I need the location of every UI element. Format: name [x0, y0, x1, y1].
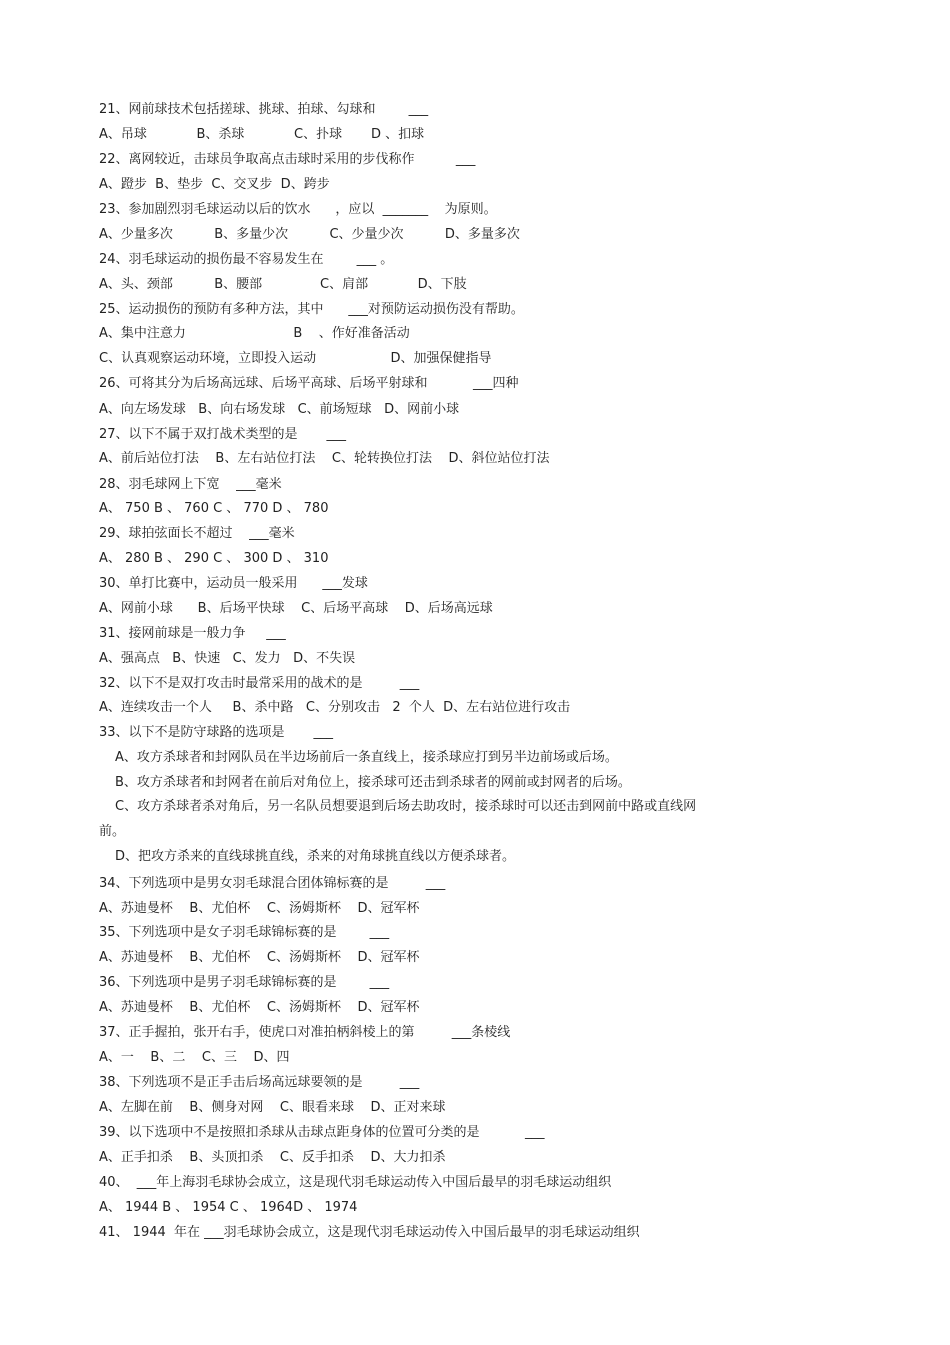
options-39: A、正手扣杀 B、头顶扣杀 C、反手扣杀 D、大力扣杀 [99, 1150, 446, 1165]
question-24: 24、羽毛球运动的损伤最不容易发生在 ___ 。 [99, 252, 394, 267]
question-30: 30、单打比赛中，运动员一般采用 ___发球 [99, 576, 368, 591]
question-38: 38、下列选项不是正手击后场高远球要领的是 ___ [99, 1075, 420, 1090]
question-39: 39、以下选项中不是按照扣杀球从击球点距身体的位置可分类的是 ___ [99, 1125, 545, 1140]
options-34: A、苏迪曼杯 B、尤伯杯 C、汤姆斯杯 D、冠军杯 [99, 901, 420, 916]
options-37: A、一 B、二 C、三 D、四 [99, 1050, 290, 1065]
question-35: 35、下列选项中是女子羽毛球锦标赛的是 ___ [99, 925, 390, 940]
options-21: A、吊球 B、杀球 C、扑球 D 、扣球 [99, 127, 425, 142]
options-40: A、 1944 B 、 1954 C 、 1964D 、 1974 [99, 1200, 358, 1215]
question-25: 25、运动损伤的预防有多种方法，其中 ___对预防运动损伤没有帮助。 [99, 302, 524, 317]
question-28: 28、羽毛球网上下宽 ___毫米 [99, 477, 282, 492]
question-32: 32、以下不是双打攻击时最常采用的战术的是 ___ [99, 676, 420, 691]
options-31: A、强高点 B、快速 C、发力 D、不失误 [99, 651, 356, 666]
options-24: A、头、颈部 B、腰部 C、肩部 D、下肢 [99, 277, 467, 292]
options-29: A、 280 B 、 290 C 、 300 D 、 310 [99, 551, 329, 566]
option-33-a: A、攻方杀球者和封网队员在半边场前后一条直线上，接杀球应打到另半边前场或后场。 [115, 750, 618, 765]
question-37: 37、正手握拍，张开右手，使虎口对准拍柄斜棱上的第 ___条棱线 [99, 1025, 511, 1040]
options-32: A、连续攻击一个人 B、杀中路 C、分别攻击 2 个人 D、左右站位进行攻击 [99, 700, 571, 715]
option-33-d: D、把攻方杀来的直线球挑直线，杀来的对角球挑直线以方便杀球者。 [115, 849, 516, 864]
options-26: A、向左场发球 B、向右场发球 C、前场短球 D、网前小球 [99, 402, 460, 417]
option-33-b: B、攻方杀球者和封网者在前后对角位上，接杀球可还击到杀球者的网前或封网者的后场。 [115, 775, 631, 790]
option-33-c: C、攻方杀球者杀对角后，另一名队员想要退到后场去助攻时，接杀球时可以还击到网前中路或直线网 [115, 799, 697, 814]
options-36: A、苏迪曼杯 B、尤伯杯 C、汤姆斯杯 D、冠军杯 [99, 1000, 420, 1015]
question-27: 27、以下不属于双打战术类型的是 ___ [99, 427, 346, 442]
question-23: 23、参加剧烈羽毛球运动以后的饮水 ，应以 _______ 为原则。 [99, 202, 497, 217]
question-34: 34、下列选项中是男女羽毛球混合团体锦标赛的是 ___ [99, 876, 446, 891]
question-40: 40、 ___年上海羽毛球协会成立，这是现代羽毛球运动传入中国后最早的羽毛球运动组织 [99, 1175, 612, 1190]
options-28: A、 750 B 、 760 C 、 770 D 、 780 [99, 501, 329, 516]
option-33-c-continued: 前。 [99, 824, 126, 839]
question-26: 26、可将其分为后场高远球、后场平高球、后场平射球和 ___四种 [99, 376, 519, 391]
question-29: 29、球拍弦面长不超过 ___毫米 [99, 526, 295, 541]
options-22: A、蹬步 B、垫步 C、交叉步 D、跨步 [99, 177, 330, 192]
options-23: A、少量多次 B、多量少次 C、少量少次 D、多量多次 [99, 227, 520, 242]
options-38: A、左脚在前 B、侧身对网 C、眼看来球 D、正对来球 [99, 1100, 446, 1115]
question-21: 21、网前球技术包括搓球、挑球、拍球、勾球和 ___ [99, 102, 429, 117]
options-25-ab: A、集中注意力 B 、作好准备活动 [99, 326, 410, 341]
question-22: 22、离网较近，击球员争取高点击球时采用的步伐称作 ___ [99, 152, 476, 167]
options-25-cd: C、认真观察运动环境，立即投入运动 D、加强保健指导 [99, 351, 492, 366]
question-33: 33、以下不是防守球路的选项是 ___ [99, 725, 333, 740]
question-31: 31、接网前球是一般力争 ___ [99, 626, 286, 641]
question-36: 36、下列选项中是男子羽毛球锦标赛的是 ___ [99, 975, 390, 990]
options-30: A、网前小球 B、后场平快球 C、后场平高球 D、后场高远球 [99, 601, 493, 616]
question-41: 41、 1944 年在 ___羽毛球协会成立，这是现代羽毛球运动传入中国后最早的羽毛球运动组织 [99, 1225, 640, 1240]
options-35: A、苏迪曼杯 B、尤伯杯 C、汤姆斯杯 D、冠军杯 [99, 950, 420, 965]
options-27: A、前后站位打法 B、左右站位打法 C、轮转换位打法 D、斜位站位打法 [99, 451, 550, 466]
